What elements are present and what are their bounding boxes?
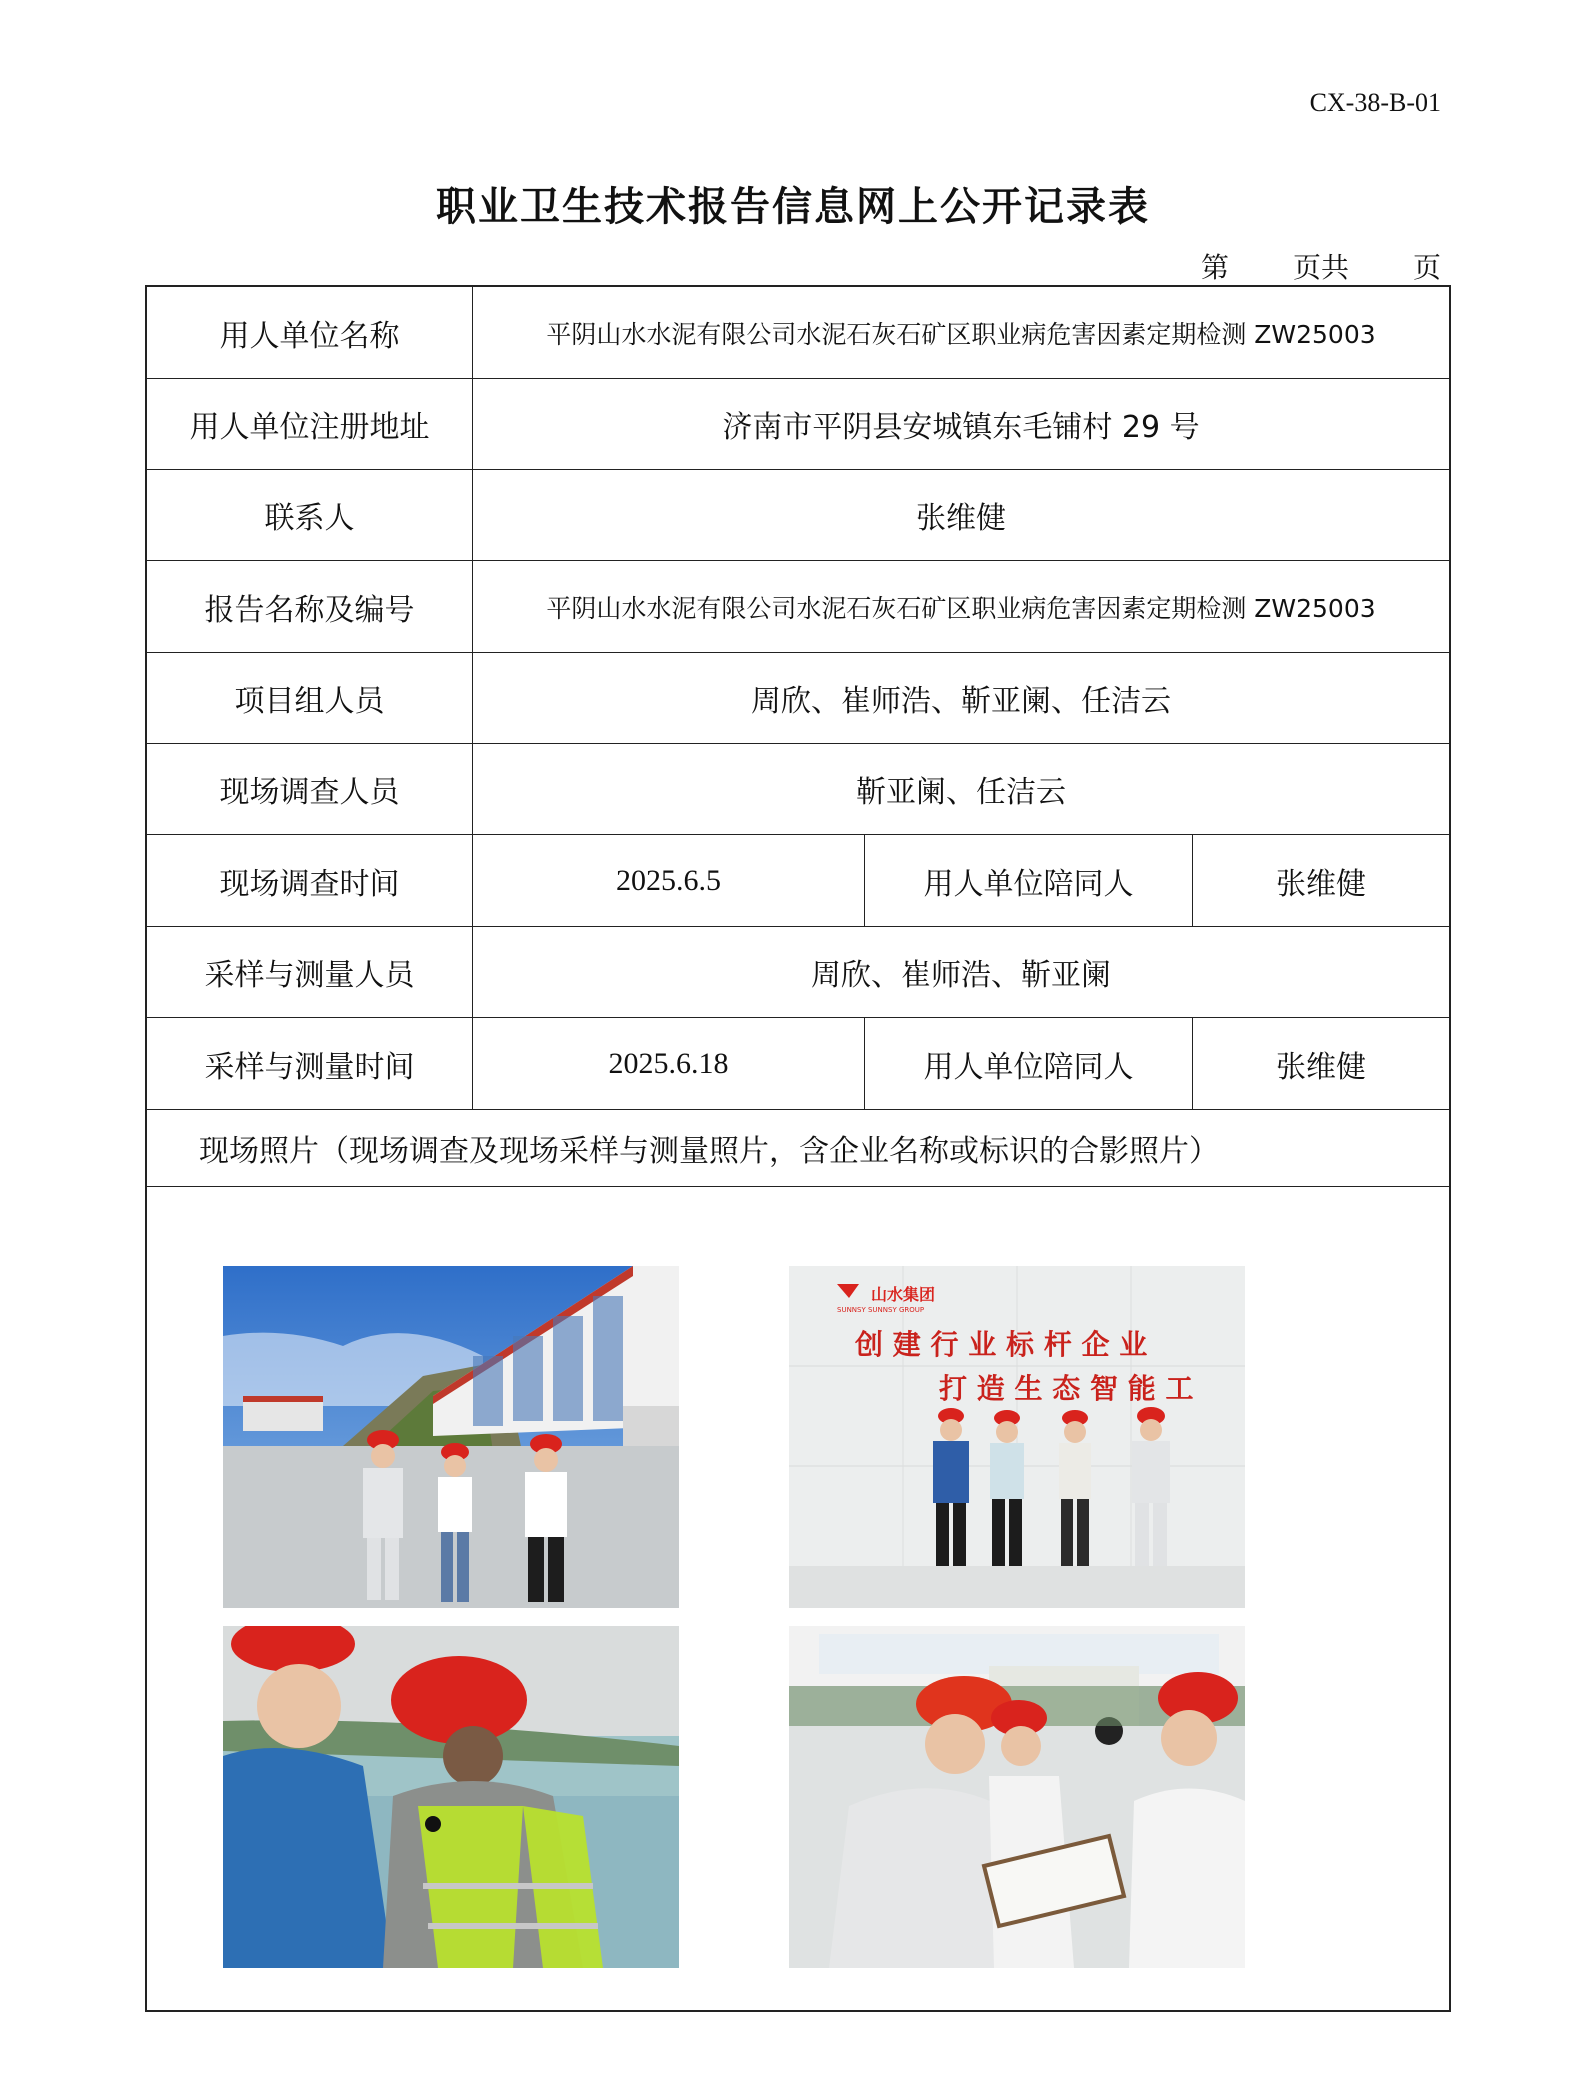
employer-address-value: 济南市平阴县安城镇东毛铺村 29 号 [722,410,1200,445]
document-code: CX-38-B-01 [1309,88,1441,117]
page-indicator [1201,246,1441,286]
row-contact [147,470,1449,561]
employer-name-value: 平阴山水水泥有限公司水泥石灰石矿区职业病危害因素定期检测 ZW25003 [546,319,1376,349]
survey-companion-value: 张维健 [1276,866,1366,902]
sampling-photo-1 [223,1626,679,1968]
record-table [145,285,1451,2012]
row-sampling-staff [147,927,1449,1018]
survey-companion-label: 用人单位陪同人 [865,835,1193,926]
slogan-line-2: 打 造 生 态 智 能 工 [939,1372,1194,1405]
sampling-companion-value: 张维健 [1276,1049,1366,1085]
page-total-ye: 页 [1412,251,1441,284]
company-signage-group-photo [789,1266,1245,1608]
company-logo-sub: SUNNSY SUNNSY GROUP [837,1306,925,1314]
row-survey-time [147,835,1449,927]
sampling-date-value: 2025.6.18 [473,1018,865,1109]
page-ye: 页 [1292,251,1321,284]
row-sampling-time [147,1018,1449,1110]
survey-date-value: 2025.6.5 [473,835,865,926]
sampling-companion-label: 用人单位陪同人 [865,1018,1193,1109]
survey-staff-value: 靳亚阑、任洁云 [856,775,1066,810]
survey-time-label: 现场调查时间 [147,835,473,926]
slogan-line-1: 创 建 行 业 标 杆 企 业 [855,1328,1148,1361]
site-survey-photo-1 [223,1266,679,1608]
row-report-name [147,561,1449,653]
employer-name-label: 用人单位名称 [147,287,473,378]
row-employer-name [147,287,1449,379]
sampling-staff-value: 周欣、崔师浩、靳亚阑 [811,958,1111,993]
project-team-label: 项目组人员 [147,653,473,743]
employer-address-label: 用人单位注册地址 [147,379,473,469]
company-logo-text: 山水集团 [871,1285,936,1304]
sampling-photo-2 [789,1626,1245,1968]
survey-staff-label: 现场调查人员 [147,744,473,834]
row-employer-address [147,379,1449,470]
contact-value: 张维健 [916,501,1006,536]
report-name-value: 平阴山水水泥有限公司水泥石灰石矿区职业病危害因素定期检测 ZW25003 [546,593,1376,623]
report-name-label: 报告名称及编号 [147,561,473,652]
sampling-time-label: 采样与测量时间 [147,1018,473,1109]
page-gong: 共 [1320,251,1349,284]
page-di: 第 [1200,251,1229,284]
photos-header: 现场照片（现场调查及现场采样与测量照片，含企业名称或标识的合影照片） [147,1110,1449,1187]
project-team-value: 周欣、崔师浩、靳亚阑、任洁云 [751,684,1171,719]
row-survey-staff [147,744,1449,835]
page-title: 职业卫生技术报告信息网上公开记录表 [436,184,1150,230]
contact-label: 联系人 [147,470,473,560]
sampling-staff-label: 采样与测量人员 [147,927,473,1017]
row-project-team [147,653,1449,744]
